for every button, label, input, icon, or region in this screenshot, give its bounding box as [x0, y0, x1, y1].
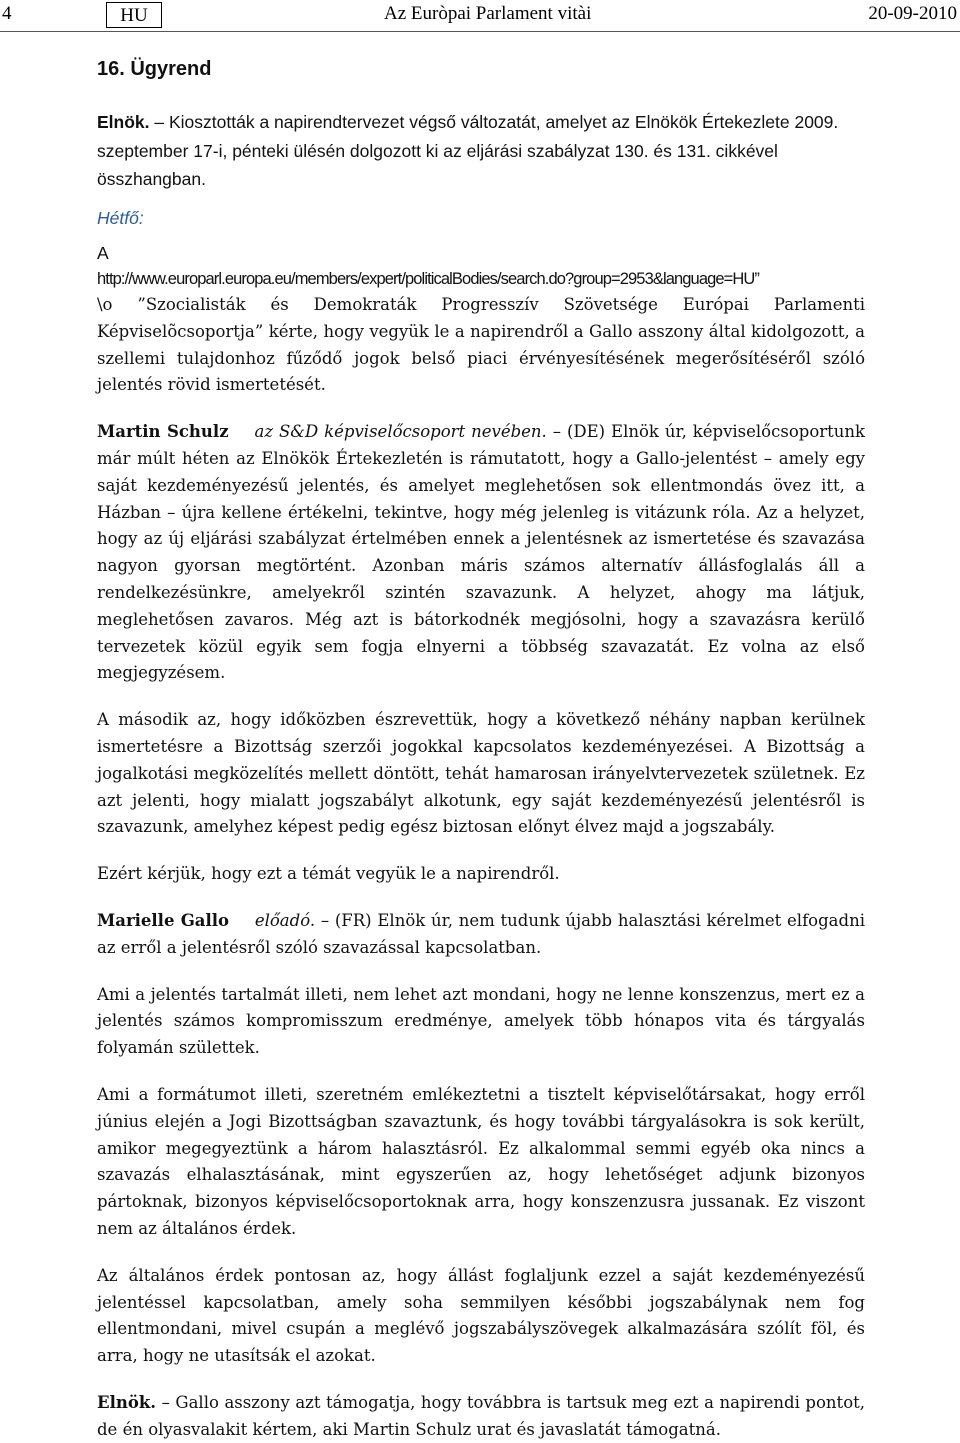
document-body	[97, 55, 865, 1443]
gallo-text-1: – (FR) Elnök úr, nem tudunk újabb halasztási kérelmet elfogadni az erről a jelentésről szóló szavazással kapcsolatban.	[97, 910, 865, 957]
group-link[interactable]: http://www.europarl.europa.eu/members/expert/politicalBodies/search.do?group=2953&language=HU”	[97, 270, 760, 288]
intro-text: – Kiosztották a napirendtervezet végső változatát, amelyet az Elnökök Értekezlete 2009. szeptember 17-i, pénteki ülésén dolgozott ki az eljárási szabályzat 130. és 131. cikkével összhangban.	[97, 112, 839, 189]
closing-paragraph	[97, 1390, 865, 1443]
speaker-gallo-role: előadó.	[254, 910, 316, 930]
header-rule	[0, 31, 960, 32]
day-label: Hétfő:	[97, 207, 144, 228]
speaker-gallo: Marielle Gallo	[97, 910, 230, 930]
schulz-paragraph-2: A második az, hogy időközben észrevettük, hogy a következő néhány napban kerülnek ismertetésre a Bizottság szerzői jogokkal kapcsolatos kezdeményezései. A Bizottság a jogalkotási megközelítés mellett döntött, tehát hamarosan irányelvtervezetek születnek. Ez azt jelenti, hogy mialatt jogszabályt alkotunk, egy saját kezdeményezésű jelentésről is szavazunk, amelyhez képest pedig egész biztosan előnyt élvez majd a jogszabály.	[97, 710, 865, 837]
gallo-paragraph-1	[97, 908, 865, 962]
speaker-schulz-role: az S&D képviselőcsoport nevében.	[254, 422, 547, 442]
schulz-paragraph-3: Ezért kérjük, hogy ezt a témát vegyük le a napirendről.	[97, 864, 560, 884]
intro-paragraph	[97, 108, 865, 194]
gallo-paragraph-3: Ami a formátumot illeti, szeretném emlékeztetni a tisztelt képviselőtársakat, hogy erről június elején a Jogi Bizottságban szavaztunk, és hogy további tárgyalásokra is sok került, amikor megegyeztünk a három halasztásról. Ez alkalommal semmi egyéb oka nincs a szavazás elhalasztásának, mint egyszerűen az, hogy lehetőséget adjunk bizonyos pártoknak, bizonyos képviselőcsoportoknak arra, hogy konszenzusra jussanak. Ez viszont nem az általános érdek.	[97, 1084, 865, 1238]
publication-title: Az Euròpai Parlament vitài	[384, 3, 592, 24]
page-header	[0, 0, 960, 32]
language-box: HU	[106, 2, 162, 28]
publication-date: 20-09-2010	[868, 3, 957, 24]
gallo-paragraph-4: Az általános érdek pontosan az, hogy állást foglaljunk ezzel a saját kezdeményezésű jelentéssel kapcsolatban, amely soha semmilyen későbbi jogszabálynak nem fog ellentmondani, mivel csupán a meglévő jogszabályszövegek alkalmazására szólít föl, és arra, hogy ne utasítsák el azokat.	[97, 1265, 865, 1366]
a-label: A	[97, 243, 109, 263]
request-paragraph: \o ”Szocialisták és Demokraták Progresszív Szövetsége Európai Parlamenti Képviselõcsoportja” kérte, hogy vegyük le a napirendről a Gallo asszony által kidolgozott, a szellemi tulajdonhoz fűződő jogok belső piaci érvényesítésének megerősítéséről szóló jelentés rövid ismertetését.	[97, 295, 865, 395]
gallo-paragraph-2: Ami a jelentés tartalmát illeti, nem lehet azt mondani, hogy ne lenne konszenzus, mert ez a jelentés számos kompromisszum eredménye, amelyek több hónapos vita és tárgyalás folyamán születtek.	[97, 984, 865, 1058]
section-title: 16. Ügyrend	[97, 58, 212, 80]
schulz-paragraph-1	[97, 419, 865, 687]
speaker-president-closing: Elnök.	[97, 1392, 157, 1412]
page-number: 4	[2, 3, 12, 24]
speaker-schulz: Martin Schulz	[97, 422, 229, 442]
closing-text: – Gallo asszony azt támogatja, hogy továbbra is tartsuk meg ezt a napirendi pontot, de én olyasvalakit kértem, aki Martin Schulz urat és javaslatát támogatná.	[97, 1392, 865, 1439]
speaker-president: Elnök.	[97, 112, 150, 132]
schulz-text-1: – (DE) Elnök úr, képviselőcsoportunk már múlt héten az Elnökök Értekezletén is rámutatott, hogy a Gallo-jelentést – amely egy saját kezdeményezésű jelentés, és amelyet meglehetősen sok ellentmondás övez itt, a Házban – újra kellene értékelni, tekintve, hogy még jelenleg is vitázunk róla. Az a helyzet, hogy az új eljárási szabályzat értelmében ennek a jelentésnek az ismertetése és szavazása nagyon gyorsan megtörtént. Azonban máris számos alternatív állásfoglalás áll a rendelkezésünkre, amelyekről szintén szavazunk. A helyzet, ahogy ma látjuk, meglehetősen zavaros. Még azt is bátorkodnék megjósolni, hogy a szavazásra kerülő tervezetek közül egyik sem fogja elnyerni a többség szavazatát. Ez volna az első megjegyzésem.	[97, 422, 866, 683]
